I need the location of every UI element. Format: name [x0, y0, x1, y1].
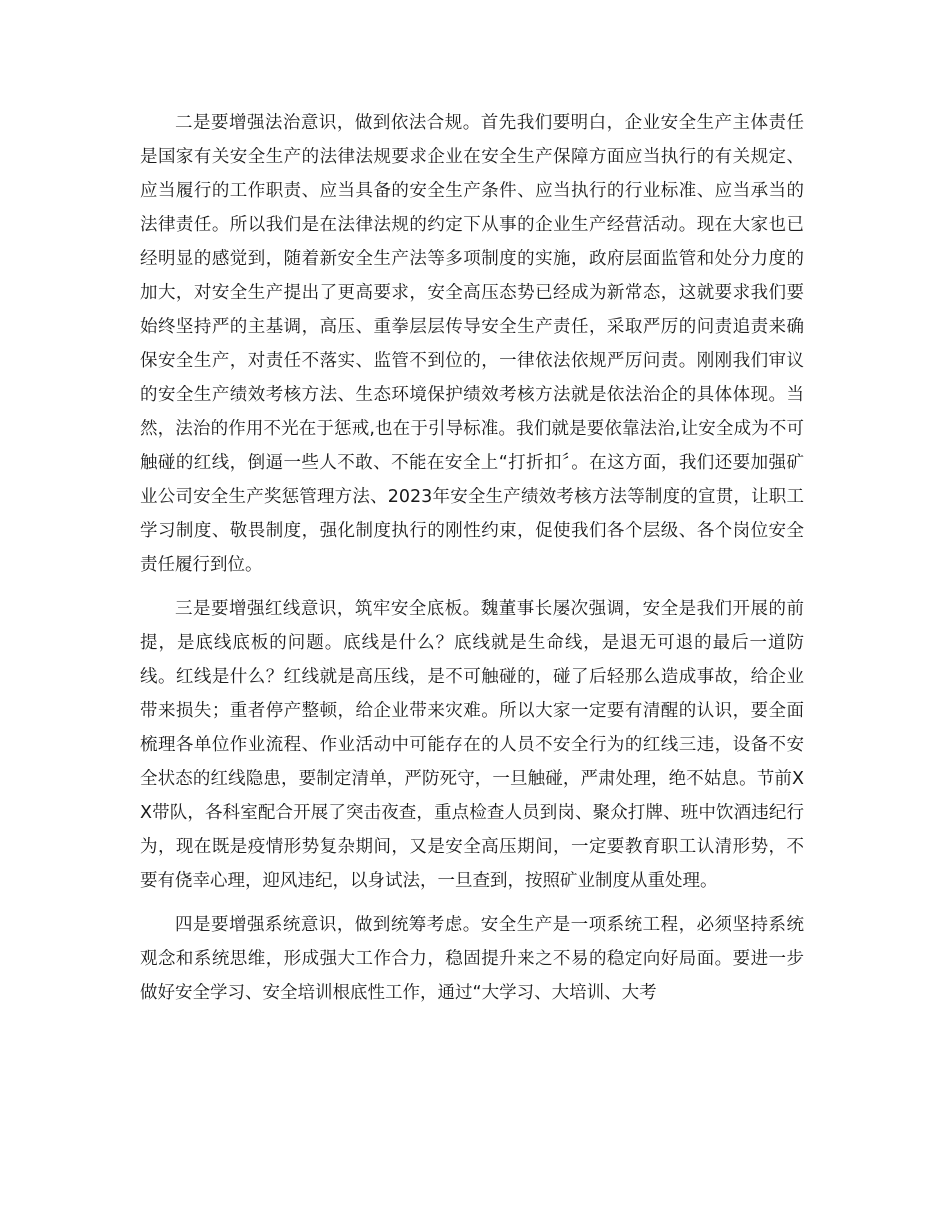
document-body [140, 106, 804, 1010]
paragraph-system-awareness: 四是要增强系统意识，做到统筹考虑。安全生产是一项系统工程，必须坚持系统观念和系统思维，形成强大工作合力，稳固提升来之不易的稳定向好局面。要进一步做好安全学习、安全培训根底性工作，通过“大学习、大培训、大考 [140, 915, 804, 1003]
paragraph-redline-awareness: 三是要增强红线意识，筑牢安全底板。魏董事长屡次强调，安全是我们开展的前提，是底线底板的问题。底线是什么？底线就是生命线，是退无可退的最后一道防线。红线是什么？红线就是高压线，是不可触碰的，碰了后轻那么造成事故，给企业带来损失；重者停产整顿，给企业带来灾难。所以大家一定要有清醒的认识，要全面梳理各单位作业流程、作业活动中可能存在的人员不安全行为的红线三违，设备不安全状态的红线隐患，要制定清单，严防死守，一旦触碰，严肃处理，绝不姑息。节前XX带队，各科室配合开展了突击夜查，重点检查人员到岗、聚众打牌、班中饮酒违纪行为，现在既是疫情形势复杂期间，又是安全高压期间，一定要教育职工认清形势，不要有侥幸心理，迎风违纪，以身试法，一旦查到，按照矿业制度从重处理。 [140, 599, 804, 891]
paragraph-legal-awareness: 二是要增强法治意识，做到依法合规。首先我们要明白，企业安全生产主体责任是国家有关安全生产的法律法规要求企业在安全生产保障方面应当执行的有关规定、应当履行的工作职责、应当具备的安全生产条件、应当执行的行业标准、应当承当的法律责任。所以我们是在法律法规的约定下从事的企业生产经营活动。现在大家也已经明显的感觉到，随着新安全生产法等多项制度的实施，政府层面监管和处分力度的加大，对安全生产提出了更高要求，安全高压态势已经成为新常态，这就要求我们要始终坚持严的主基调，高压、重拳层层传导安全生产责任，采取严厉的问责追责来确保安全生产，对责任不落实、监管不到位的，一律依法依规严厉问责。刚刚我们审议的安全生产绩效考核方法、生态环境保护绩效考核方法就是依法治企的具体体现。当然，法治的作用不光在于惩戒,也在于引导标准。我们就是要依靠法治,让安全成为不可触碰的红线，倒逼一些人不敢、不能在安全上“打折扣〞。在这方面，我们还要加强矿业公司安全生产奖惩管理方法、2023年安全生产绩效考核方法等制度的宣贯，让职工学习制度、敬畏制度，强化制度执行的刚性约束，促使我们各个层级、各个岗位安全责任履行到位。 [140, 113, 804, 575]
